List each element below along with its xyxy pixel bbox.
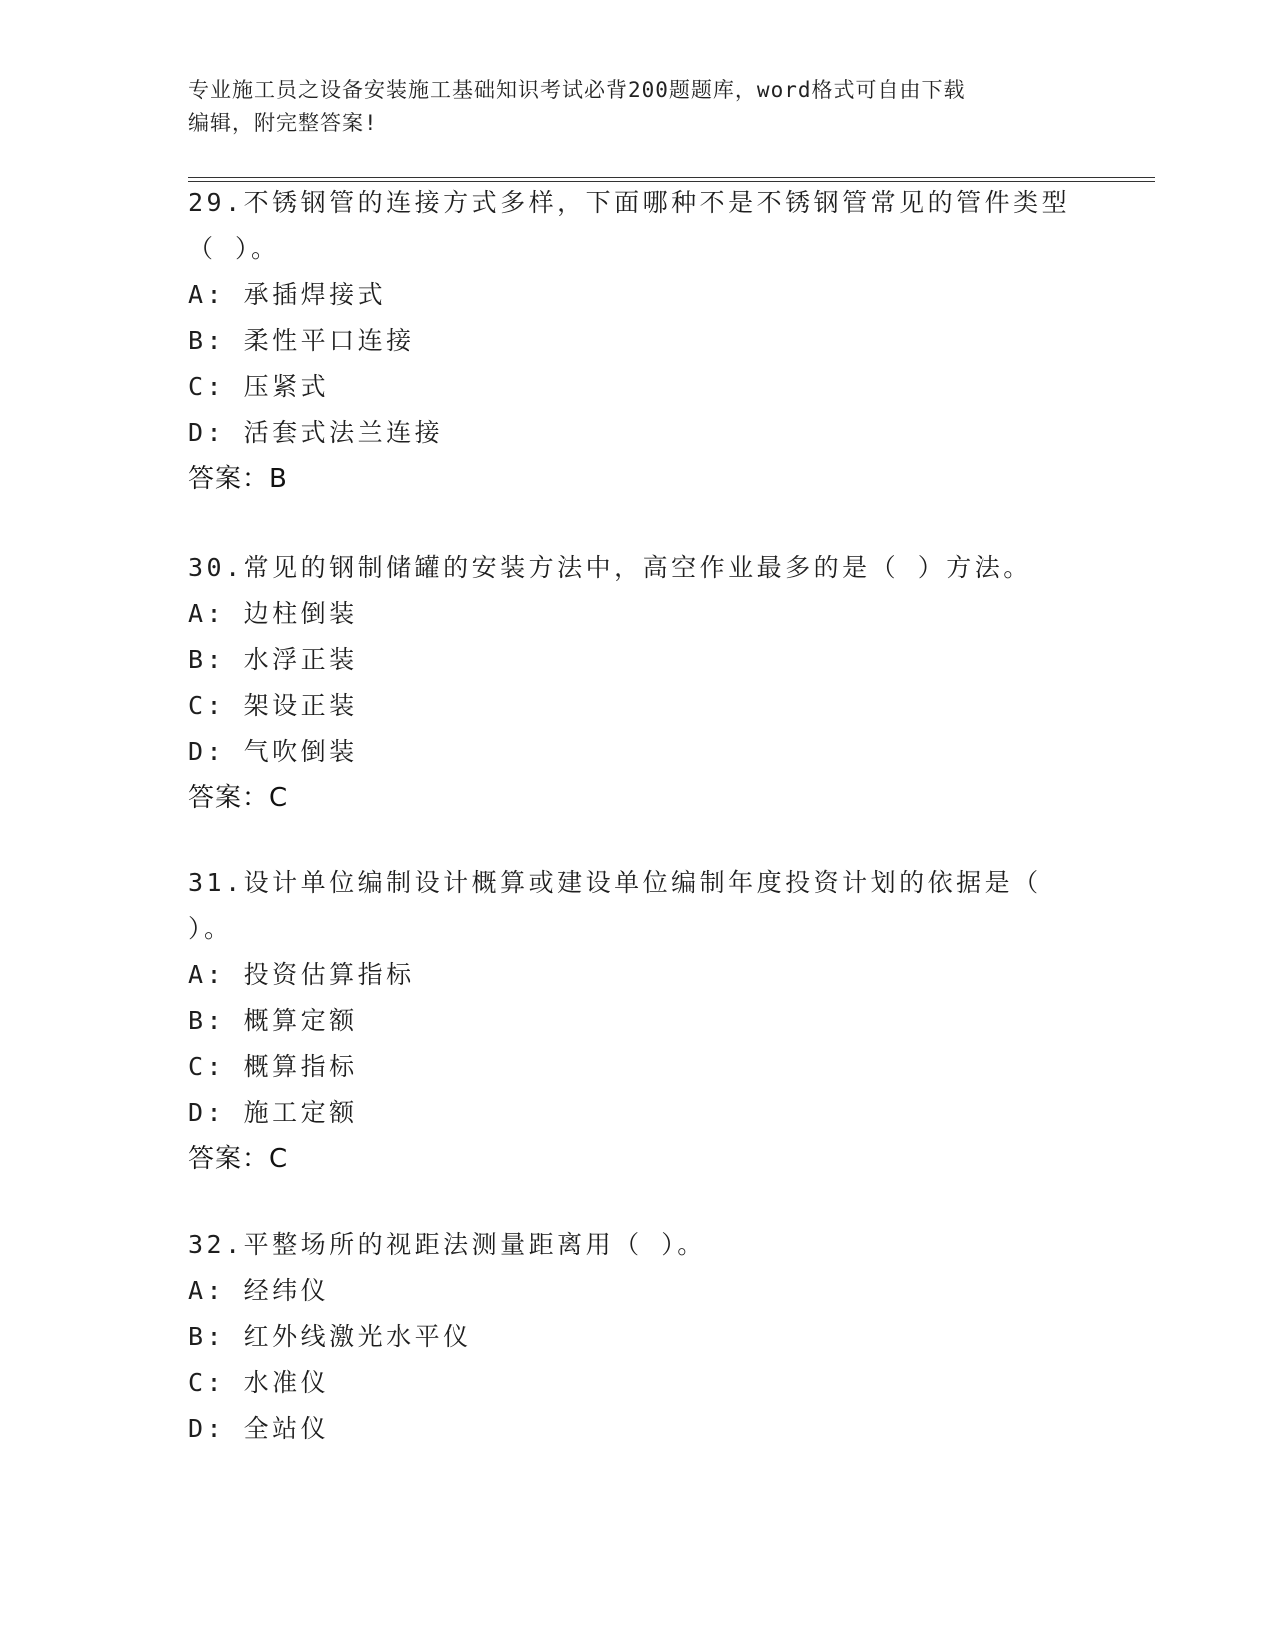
option-c: C: 水准仪 [188, 1368, 330, 1397]
answer: 答案：C [188, 1144, 289, 1174]
option-c: C: 架设正装 [188, 691, 358, 720]
question-stem: 31.设计单位编制设计概算或建设单位编制年度投资计划的依据是（ [188, 868, 1042, 897]
option-a: A: 承插焊接式 [188, 280, 387, 309]
question-31 [188, 860, 1088, 1182]
question-stem: 29.不锈钢管的连接方式多样，下面哪种不是不锈钢管常见的管件类型 [188, 188, 1071, 217]
question-30 [188, 545, 1088, 821]
question-stem: 30.常见的钢制储罐的安装方法中，高空作业最多的是（ ）方法。 [188, 553, 1032, 582]
option-c: C: 概算指标 [188, 1052, 358, 1081]
header-line-1: 专业施工员之设备安装施工基础知识考试必背200题题库，word格式可自由下载 [188, 78, 966, 102]
answer: 答案：C [188, 783, 289, 813]
option-a: A: 经纬仪 [188, 1276, 330, 1305]
option-d: D: 活套式法兰连接 [188, 418, 444, 447]
option-b: B: 柔性平口连接 [188, 326, 415, 355]
option-a: A: 边柱倒装 [188, 599, 358, 628]
option-d: D: 施工定额 [188, 1098, 358, 1127]
option-b: B: 水浮正装 [188, 645, 358, 674]
question-stem-continued: ）。 [188, 914, 233, 943]
option-b: B: 红外线激光水平仪 [188, 1322, 472, 1351]
question-stem: 32.平整场所的视距法测量距离用（ ）。 [188, 1230, 706, 1259]
question-stem-continued: （ ）。 [188, 234, 280, 263]
question-29 [188, 180, 1088, 502]
question-32 [188, 1222, 1088, 1452]
option-b: B: 概算定额 [188, 1006, 358, 1035]
header-line-2: 编辑，附完整答案! [188, 111, 378, 135]
document-header [188, 74, 1088, 140]
answer: 答案：B [188, 464, 288, 494]
option-d: D: 气吹倒装 [188, 737, 358, 766]
option-c: C: 压紧式 [188, 372, 330, 401]
option-a: A: 投资估算指标 [188, 960, 415, 989]
option-d: D: 全站仪 [188, 1414, 330, 1443]
